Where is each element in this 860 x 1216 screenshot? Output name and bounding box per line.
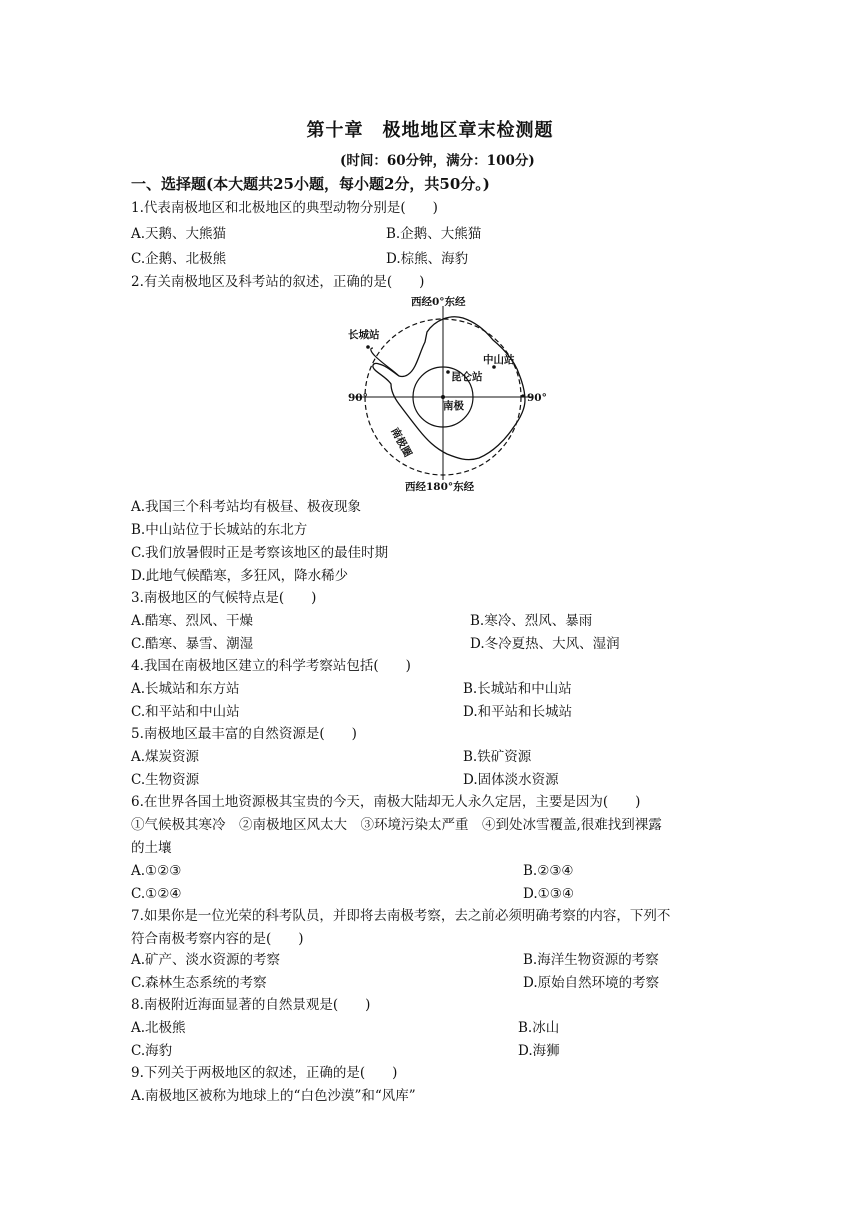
question-2-option-a[interactable]: A.我国三个科考站均有极昼、极夜现象 — [131, 499, 362, 515]
question-7-option-d[interactable]: D.原始自然环境的考察 — [523, 975, 660, 991]
question-3-option-a[interactable]: A.酷寒、烈风、干燥 — [131, 613, 254, 629]
question-6-option-d[interactable]: D.①③④ — [523, 886, 574, 902]
question-8-option-d[interactable]: D.海狮 — [518, 1043, 560, 1059]
question-4-option-c[interactable]: C.和平站和中山站 — [131, 704, 240, 720]
antarctica-map — [335, 292, 555, 492]
zhongshan-label: 中山站 — [483, 354, 515, 366]
question-2-stem: 2.有关南极地区及科考站的叙述，正确的是( ) — [131, 274, 425, 290]
question-4-option-b[interactable]: B.长城站和中山站 — [463, 681, 572, 697]
question-1-option-b[interactable]: B.企鹅、大熊猫 — [386, 226, 482, 242]
question-6-stem: 6.在世界各国土地资源极其宝贵的今天，南极大陆却无人永久定居，主要是因为( ) — [131, 794, 641, 810]
peninsula-line — [371, 348, 399, 376]
section-heading: 一、选择题(本大题共25小题，每小题2分，共50分。) — [131, 175, 490, 193]
question-1-option-d[interactable]: D.棕熊、海豹 — [386, 251, 469, 267]
question-7-option-b[interactable]: B.海洋生物资源的考察 — [523, 952, 659, 968]
question-8-option-b[interactable]: B.冰山 — [518, 1020, 560, 1036]
changcheng-dot — [366, 345, 370, 349]
ninety-east-dot — [521, 394, 524, 397]
question-7-stem-line1: 7.如果你是一位光荣的科考队员，并即将去南极考察，去之前必须明确考察的内容，下列不 — [131, 908, 671, 924]
map-left-label: 90° — [348, 392, 368, 404]
question-2-option-d[interactable]: D.此地气候酷寒，多狂风，降水稀少 — [131, 568, 349, 584]
map-top-label: 西经0°东经 — [411, 296, 466, 308]
question-5-option-d[interactable]: D.固体淡水资源 — [463, 772, 559, 788]
question-6-option-b[interactable]: B.②③④ — [523, 863, 574, 879]
exam-meta: (时间：60分钟，满分：100分) — [340, 153, 535, 169]
question-8-stem: 8.南极附近海面显著的自然景观是( ) — [131, 997, 371, 1013]
pole-label: 南极 — [443, 400, 464, 412]
question-2-option-c[interactable]: C.我们放暑假时正是考察该地区的最佳时期 — [131, 545, 389, 561]
question-3-option-c[interactable]: C.酷寒、暴雪、潮湿 — [131, 636, 254, 652]
kunlun-label: 昆仑站 — [451, 371, 483, 383]
question-7-option-a[interactable]: A.矿产、淡水资源的考察 — [131, 952, 281, 968]
question-1-option-c[interactable]: C.企鹅、北极熊 — [131, 251, 227, 267]
page-title: 第十章 极地地区章末检测题 — [306, 120, 554, 141]
question-3-option-d[interactable]: D.冬冷夏热、大风、湿润 — [470, 636, 620, 652]
question-3-stem: 3.南极地区的气候特点是( ) — [131, 590, 317, 606]
question-3-option-b[interactable]: B.寒冷、烈风、暴雨 — [470, 613, 593, 629]
question-1-stem: 1.代表南极地区和北极地区的典型动物分别是( ) — [131, 200, 438, 216]
question-7-option-c[interactable]: C.森林生态系统的考察 — [131, 975, 267, 991]
question-6-option-a[interactable]: A.①②③ — [131, 863, 182, 879]
pole-dot — [441, 395, 445, 399]
question-4-stem: 4.我国在南极地区建立的科学考察站包括( ) — [131, 658, 411, 674]
question-5-option-b[interactable]: B.铁矿资源 — [463, 749, 532, 765]
question-9-stem: 9.下列关于两极地区的叙述，正确的是( ) — [131, 1065, 398, 1081]
map-right-label: 90° — [527, 392, 547, 404]
question-5-option-c[interactable]: C.生物资源 — [131, 772, 200, 788]
question-4-option-a[interactable]: A.长城站和东方站 — [131, 681, 240, 697]
changcheng-label: 长城站 — [348, 329, 380, 341]
question-5-stem: 5.南极地区最丰富的自然资源是( ) — [131, 726, 357, 742]
question-8-option-c[interactable]: C.海豹 — [131, 1043, 173, 1059]
question-9-option-a[interactable]: A.南极地区被称为地球上的“白色沙漠”和“风库” — [131, 1088, 416, 1104]
question-4-option-d[interactable]: D.和平站和长城站 — [463, 704, 573, 720]
antarctic-circle-label: 南极圈 — [388, 425, 414, 460]
question-6-items-line1: ①气候极其寒冷 ②南极地区风太大 ③环境污染太严重 ④到处冰雪覆盖,很难找到裸露 — [131, 817, 662, 833]
question-8-option-a[interactable]: A.北极熊 — [131, 1020, 186, 1036]
map-bottom-label: 西经180°东经 — [405, 481, 475, 492]
question-2-option-b[interactable]: B.中山站位于长城站的东北方 — [131, 522, 308, 538]
question-5-option-a[interactable]: A.煤炭资源 — [131, 749, 200, 765]
kunlun-dot — [446, 370, 450, 374]
question-7-stem-line2: 符合南极考察内容的是( ) — [131, 931, 304, 947]
question-6-option-c[interactable]: C.①②④ — [131, 886, 182, 902]
question-6-items-line2: 的土壤 — [131, 840, 172, 856]
question-1-option-a[interactable]: A.天鹅、大熊猫 — [131, 226, 227, 242]
